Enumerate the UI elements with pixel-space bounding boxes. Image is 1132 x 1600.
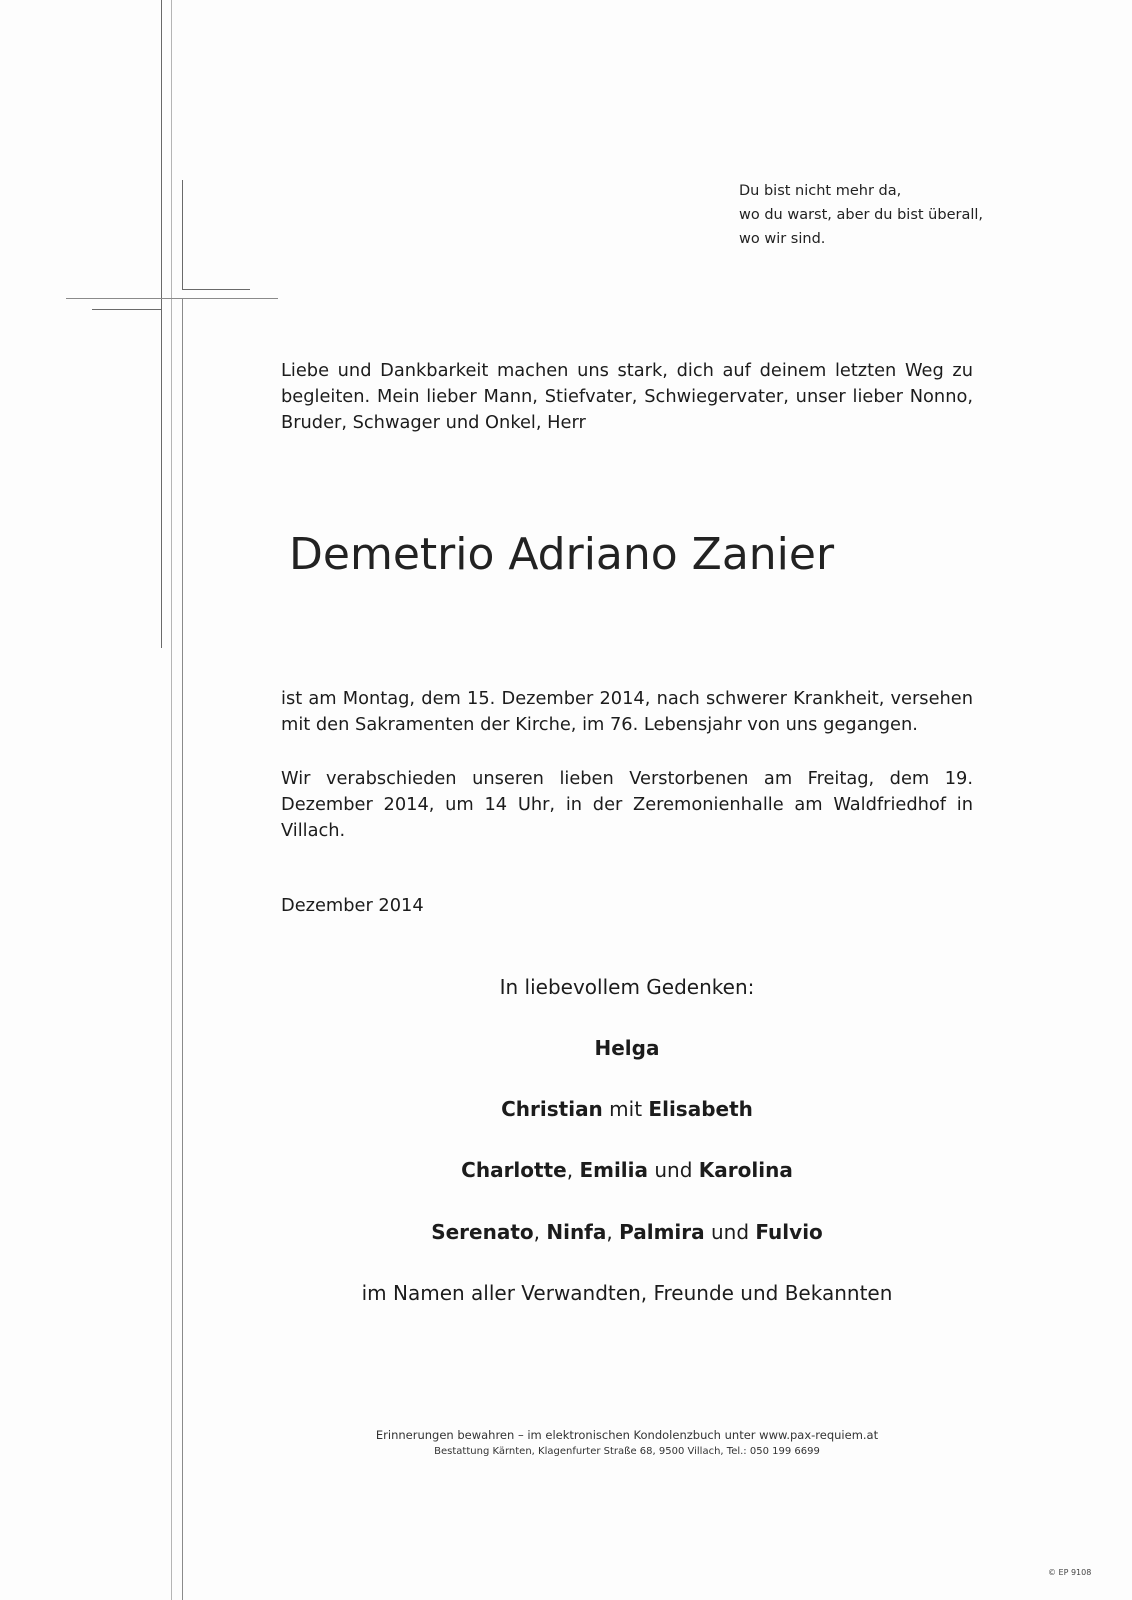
footer-address-line: Bestattung Kärnten, Klagenfurter Straße 68, 9500 Villach, Tel.: 050 199 6699 (434, 1446, 820, 1457)
cross-crossbar (66, 298, 278, 299)
cross-lower-right-line (182, 298, 183, 1600)
footer-condolence-line: Erinnerungen bewahren – im elektronischen Kondolenzbuch unter www.pax-requiem.at (375, 1428, 879, 1442)
cross-lower-left-bar (92, 309, 162, 310)
cross-page-edge-line (171, 0, 172, 1600)
quote-line: wo du warst, aber du bist überall, (739, 207, 984, 223)
cross-upper-right-bar (182, 289, 250, 290)
mourner-connector: und (704, 1220, 756, 1244)
mourner-line (281, 1034, 973, 1062)
quote-line: wo wir sind. (739, 231, 826, 247)
mourner-line (281, 1156, 973, 1184)
mourner-name: Ninfa (546, 1220, 607, 1244)
mourner-line (281, 1218, 973, 1246)
cross-left-long-line (161, 0, 162, 648)
mourner-name: Emilia (579, 1158, 649, 1182)
mourner-name: Helga (594, 1036, 660, 1060)
mourner-name: Serenato (431, 1220, 534, 1244)
quote (739, 179, 983, 251)
quote-line: Du bist nicht mehr da, (739, 183, 902, 199)
gedenken-heading: In liebevollem Gedenken: (499, 975, 755, 999)
funeral-info-paragraph: Wir verabschieden unseren lieben Verstorbenen am Freitag, dem 19. Dezember 2014, um 14 Uhr, in der Zeremonienhalle am Waldfriedhof in Villach. (281, 768, 973, 841)
mourner-name: Christian (501, 1097, 603, 1121)
notice-date: Dezember 2014 (281, 895, 424, 916)
mourner-name: Karolina (698, 1158, 793, 1182)
mourner-name: Charlotte (461, 1158, 567, 1182)
closing-line: im Namen aller Verwandten, Freunde und Bekannten (361, 1281, 893, 1305)
mourner-line (281, 1095, 973, 1123)
mourner-name: Fulvio (755, 1220, 823, 1244)
mourner-connector: , (606, 1220, 620, 1244)
deceased-name: Demetrio Adriano Zanier (289, 529, 835, 580)
mourner-connector: mit (602, 1097, 649, 1121)
mourner-name: Palmira (619, 1220, 705, 1244)
death-notice-paragraph: ist am Montag, dem 15. Dezember 2014, nach schwerer Krankheit, versehen mit den Sakramenten der Kirche, im 76. Lebensjahr von uns gegangen. (281, 688, 973, 735)
intro-paragraph: Liebe und Dankbarkeit machen uns stark, dich auf deinem letzten Weg zu begleiten. Mein lieber Mann, Stiefvater, Schwiegervater, unser lieber Nonno, Bruder, Schwager und Onkel, Herr (281, 360, 973, 433)
print-code: © EP 9108 (1048, 1568, 1092, 1577)
cross-upper-right-line (182, 180, 183, 290)
mourner-connector: , (533, 1220, 547, 1244)
mourner-name: Elisabeth (648, 1097, 753, 1121)
mourner-connector: und (648, 1158, 699, 1182)
mourner-connector: , (566, 1158, 580, 1182)
